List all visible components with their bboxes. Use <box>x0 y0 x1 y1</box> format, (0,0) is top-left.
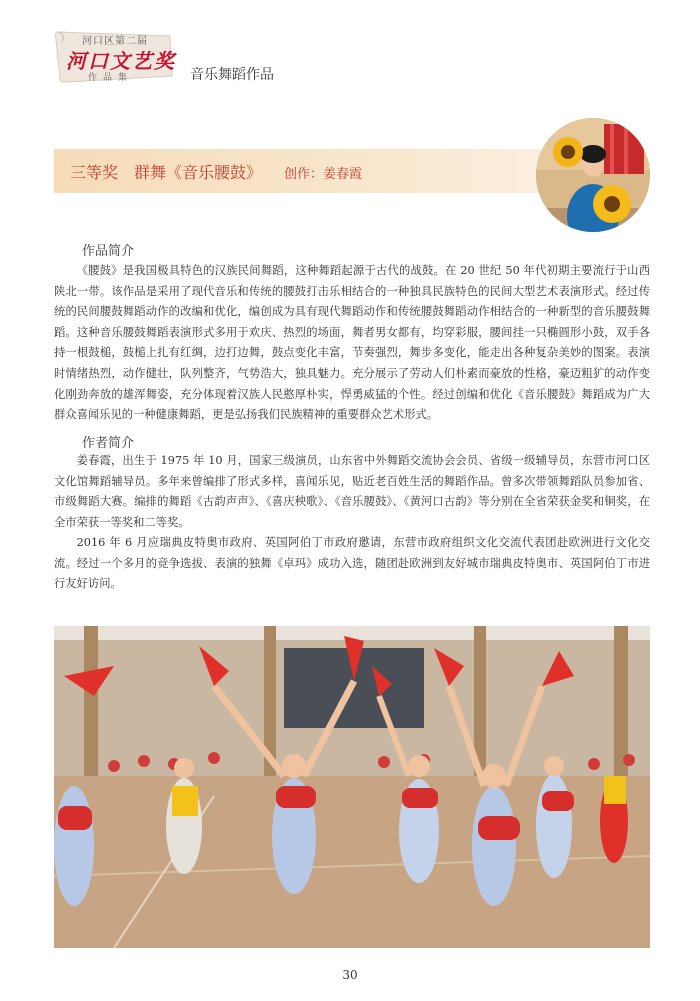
award-logo <box>52 28 180 84</box>
intro-heading: 作品简介 <box>82 244 135 259</box>
author-portrait <box>536 118 650 232</box>
logo-main-text: 河口文艺奖 <box>66 49 176 73</box>
banner-text <box>70 160 362 183</box>
author-heading: 作者简介 <box>82 436 135 451</box>
logo-sub-text: 作品集 <box>88 73 134 83</box>
logo-top-text: 河口区第二届 <box>82 36 148 47</box>
section-title: 音乐舞蹈作品 <box>190 67 274 83</box>
award-title: 三等奖 群舞《音乐腰鼓》 <box>70 163 263 182</box>
page-number: 30 <box>342 968 358 982</box>
award-banner <box>54 149 554 193</box>
author-paragraph-2: 2016 年 6 月应瑞典皮特奥市政府、英国阿伯丁市政府邀请，东营市政府组织文化交流代表团赴欧洲进行文化交流。经过一个多月的竞争选拔、表演的独舞《卓玛》成功入选，随团赴欧洲到友好城市瑞典皮特奥市、英国阿伯丁市进行友好访问。 <box>54 536 650 591</box>
sunflower-icon <box>593 185 631 223</box>
performance-photo <box>54 626 650 948</box>
intro-paragraph: 《腰鼓》是我国极具特色的汉族民间舞蹈，这种舞蹈起源于古代的战鼓。在 20 世纪 50 年代初期主要流行于山西陕北一带。该作品是采用了现代音乐和传统的腰鼓打击乐相结合的一种独具民族特色的民间大型艺术表演形式。经过传统的民间腰鼓舞蹈动作的改编和优化，编创成为具有现代舞蹈动作和传统腰鼓舞蹈动作相结合的一种新型的音乐腰鼓舞蹈。这种音乐腰鼓舞蹈表演形式多用于欢庆、热烈的场面，舞者男女都有，均穿彩服，腰间挂一只椭圆形小鼓，双手各持一根鼓槌，鼓槌上扎有红绸，边打边舞，鼓点变化丰富，节奏强烈，舞步多变化，能走出各种复杂美妙的图案。表演时情绪热烈，动作健壮，队列整齐，气势浩大，独具魅力。充分展示了劳动人们朴素而豪放的性格，豪迈粗犷的动作变化刚劲奔放的雄浑舞姿，充分体现着汉族人民憨厚朴实，悍勇威猛的个性。经过创编和优化《音乐腰鼓》舞蹈成为广大群众喜闻乐见的一种健康舞蹈，更是弘扬我们民族精神的重要群众艺术形式。 <box>54 264 650 422</box>
author-paragraph-1: 姜春霞，出生于 1975 年 10 月，国家三级演员，山东省中外舞蹈交流协会会员、省级一级辅导员，东营市河口区文化馆舞蹈辅导员。多年来曾编排了形式多样，喜闻乐见，贴近老百姓生活的舞蹈作品。曾多次带领舞蹈队员参加省、市级舞蹈大赛。编排的舞蹈《古韵声声》、《喜庆秧歌》、《音乐腰鼓》、《黄河口古韵》等分别在全省荣获金奖和铜奖，在全市荣获一等奖和二等奖。 <box>54 454 650 529</box>
author-credit: 创作：姜春霞 <box>284 167 363 182</box>
sunflower-icon <box>553 137 583 167</box>
